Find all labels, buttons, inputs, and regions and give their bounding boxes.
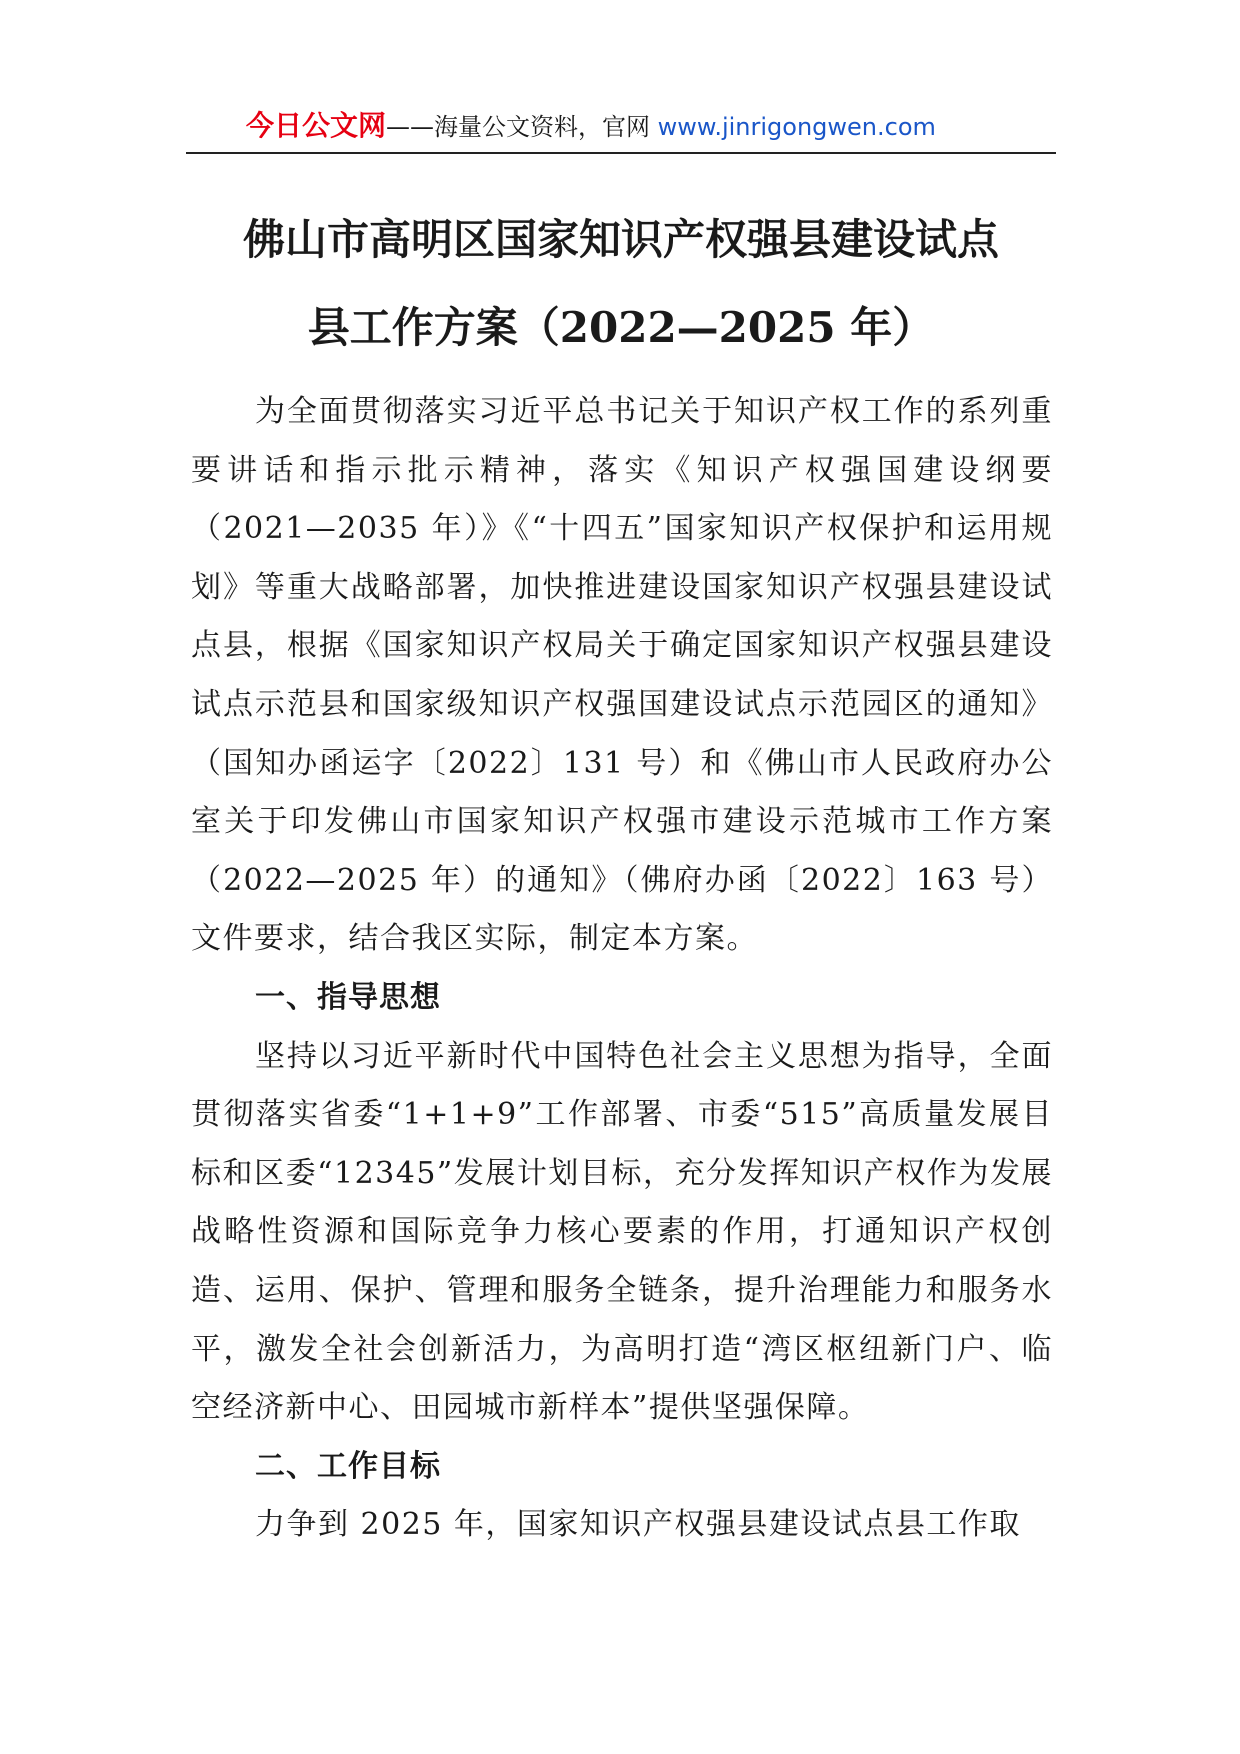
brand-name[interactable]: 今日公文网 [246,109,387,142]
document-title-line-2: 县工作方案（2022—2025 年） [307,303,935,352]
work-goals-paragraph: 力争到 2025 年，国家知识产权强县建设试点县工作取 [255,1507,1021,1543]
document-body [191,383,1053,1555]
guiding-ideology-paragraph: 坚持以习近平新时代中国特色社会主义思想为指导，全面贯彻落实省委“1+1+9”工作部署、市委“515”高质量发展目标和区委“12345”发展计划目标，充分发挥知识产权作为发展战略性资源和国际竞争力核心要素的作用，打通知识产权创造、运用、保护、管理和服务全链条，提升治理能力和服务水平，激发全社会创新活力，为高明打造“湾区枢纽新门户、临空经济新中心、田园城市新样本”提供坚强保障。 [191,1038,1053,1426]
section-heading-work-goals: 二、工作目标 [255,1448,441,1484]
site-header [186,106,1056,154]
intro-paragraph: 为全面贯彻落实习近平总书记关于知识产权工作的系列重要讲话和指示批示精神，落实《知识产权强国建设纲要（2021—2035 年）》《“十四五”国家知识产权保护和运用规划》等重大战略部署，加快推进建设国家知识产权强县建设试点县，根据《国家知识产权局关于确定国家知识产权强县建设试点示范县和国家级知识产权强国建设试点示范园区的通知》（国知办函运字〔2022〕131 号）和《佛山市人民政府办公室关于印发佛山市国家知识产权强市建设示范城市工作方案（2022—2025 年）的通知》（佛府办函〔2022〕163 号）文件要求，结合我区实际，制定本方案。 [191,394,1053,957]
header-banner [246,110,936,143]
header-slogan: ——海量公文资料，官网 [386,113,658,141]
section-heading-guiding-ideology: 一、指导思想 [255,979,441,1015]
document-title-line-1: 佛山市高明区国家知识产权强县建设试点 [242,215,999,264]
site-url-link[interactable]: www.jinrigongwen.com [657,113,936,141]
